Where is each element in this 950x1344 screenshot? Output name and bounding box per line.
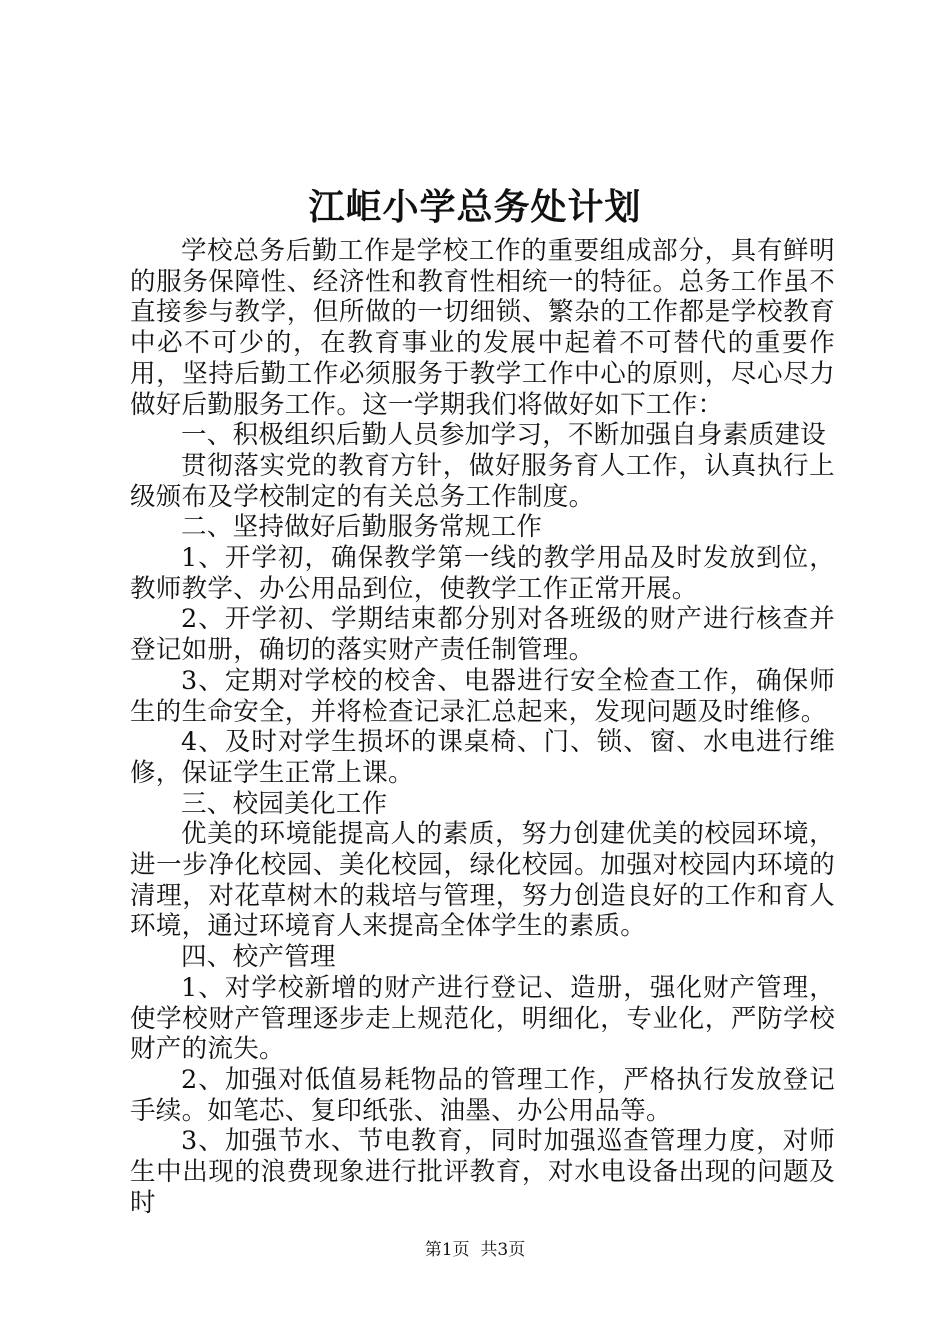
list-item: 2、开学初、学期结束都分别对各班级的财产进行核查并登记如册，确切的落实财产责任制管理。: [130, 604, 835, 666]
document-title: 江岠小学总务处计划: [308, 186, 642, 228]
list-item: 2、加强对低值易耗物品的管理工作，严格执行发放登记手续。如笔芯、复印纸张、油墨、办公用品等。: [130, 1064, 835, 1126]
list-item: 1、对学校新增的财产进行登记、造册，强化财产管理，使学校财产管理逐步走上规范化，明细化，专业化，严防学校财产的流失。: [130, 972, 835, 1065]
heading-section-4: 四、校产管理: [181, 942, 336, 973]
page-number-footer: 第1页 共3页: [424, 1240, 526, 1260]
paragraph-section-3: 优美的环境能提高人的素质，努力创建优美的校园环境，进一步净化校园、美化校园，绿化校园。加强对校园内环境的清理，对花草树木的栽培与管理，努力创造良好的工作和育人环境，通过环境育人来提高全体学生的素质。: [130, 819, 835, 942]
paragraph-section-1: 贯彻落实党的教育方针，做好服务育人工作，认真执行上级颁布及学校制定的有关总务工作制度。: [130, 450, 835, 512]
list-item: 1、开学初，确保教学第一线的教学用品及时发放到位，教师教学、办公用品到位，使教学工作正常开展。: [130, 543, 835, 604]
heading-section-2: 二、坚持做好后勤服务常规工作: [181, 512, 543, 543]
paragraph-intro: 学校总务后勤工作是学校工作的重要组成部分，具有鲜明的服务保障性、经济性和教育性相统一的特征。总务工作虽不直接参与教学，但所做的一切细锁、繁杂的工作都是学校教育中必不可少的，在教育事业的发展中起着不可替代的重要作用，坚持后勤工作必须服务于教学工作中心的原则，尽心尽力做好后勤服务工作。这一学期我们将做好如下工作：: [130, 236, 835, 420]
list-item: 4、及时对学生损坏的课桌椅、门、锁、窗、水电进行维修，保证学生正常上课。: [130, 727, 835, 788]
list-item: 3、加强节水、节电教育，同时加强巡查管理力度，对师生中出现的浪费现象进行批评教育，对水电设备出现的问题及时: [130, 1126, 835, 1218]
list-item: 3、定期对学校的校舍、电器进行安全检查工作，确保师生的生命安全，并将检查记录汇总起来，发现问题及时维修。: [130, 665, 835, 727]
document-body: [130, 236, 835, 1219]
heading-section-1: 一、积极组织后勤人员参加学习，不断加强自身素质建设: [181, 420, 827, 451]
heading-section-3: 三、校园美化工作: [181, 788, 388, 819]
